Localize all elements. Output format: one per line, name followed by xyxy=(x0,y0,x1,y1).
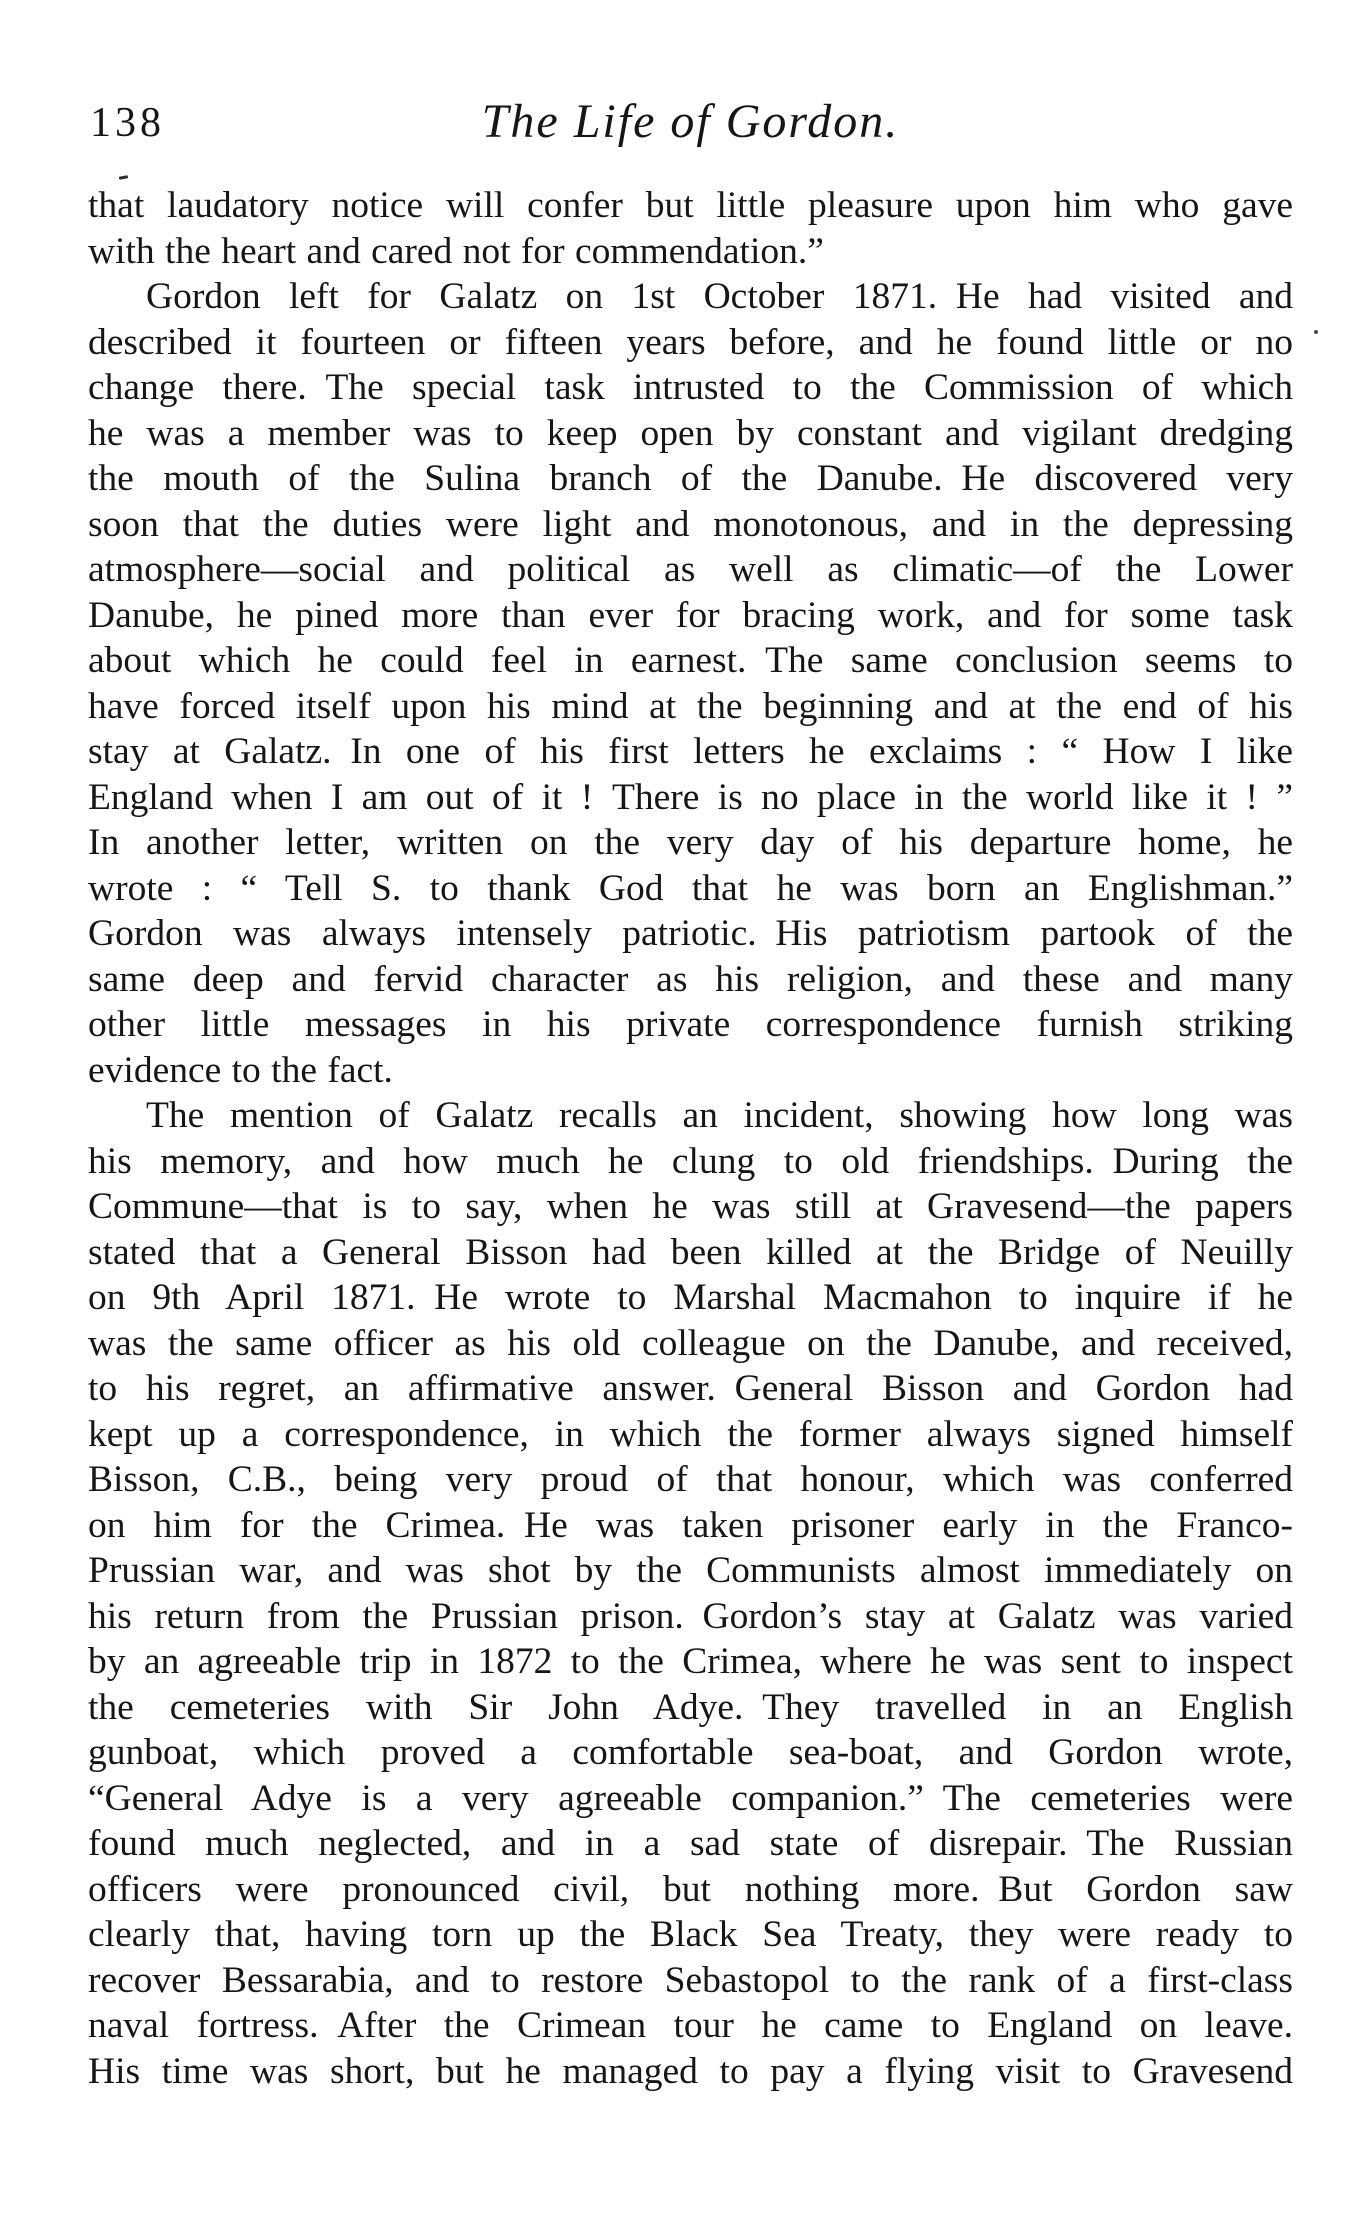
scan-speck xyxy=(1314,330,1318,334)
text-line: by an agreeable trip in 1872 to the Crimea, where he was sent to inspect xyxy=(88,1641,1293,1682)
text-line: was the same officer as his old colleague on the Danube, and received, xyxy=(88,1322,1293,1364)
text-line: naval fortress. After the Crimean tour he came to England on leave. xyxy=(88,2005,1293,2046)
text-line: In another letter, written on the very day of his departure home, he xyxy=(88,822,1293,863)
text-line: described it fourteen or fifteen years before, and he found little or no xyxy=(88,321,1293,363)
text-line: England when I am out of it ! There is no place in the world like it ! ” xyxy=(88,776,1293,818)
text-line: evidence to the fact. xyxy=(88,1049,393,1091)
text-line: Gordon was always intensely patriotic. His patriotism partook of the xyxy=(88,913,1293,954)
paragraph xyxy=(88,1093,1293,2094)
text-line: stay at Galatz. In one of his first letters he exclaims : “ How I like xyxy=(88,731,1293,772)
text-line: soon that the duties were light and monotonous, and in the depressing xyxy=(88,503,1293,545)
text-line: on him for the Crimea. He was taken prisoner early in the Franco- xyxy=(88,1504,1293,1546)
text-line: His time was short, but he managed to pay a flying visit to Gravesend xyxy=(88,2050,1293,2092)
paragraph xyxy=(88,183,1293,274)
text-line: Gordon left for Galatz on 1st October 1871. He had visited and xyxy=(146,276,1293,317)
text-line: he was a member was to keep open by constant and vigilant dredging xyxy=(88,412,1293,454)
text-line: found much neglected, and in a sad state of disrepair. The Russian xyxy=(88,1823,1293,1864)
text-line: the mouth of the Sulina branch of the Danube. He discovered very xyxy=(88,458,1293,499)
text-line: other little messages in his private correspondence furnish striking xyxy=(88,1004,1293,1045)
text-line: to his regret, an affirmative answer. General Bisson and Gordon had xyxy=(88,1368,1293,1409)
text-line: that laudatory notice will confer but little pleasure upon him who gave xyxy=(88,185,1293,226)
text-line: stated that a General Bisson had been killed at the Bridge of Neuilly xyxy=(88,1231,1293,1273)
text-line: about which he could feel in earnest. The same conclusion seems to xyxy=(88,640,1293,681)
text-line: kept up a correspondence, in which the former always signed himself xyxy=(88,1413,1293,1455)
text-line: have forced itself upon his mind at the beginning and at the end of his xyxy=(88,685,1293,727)
text-line: The mention of Galatz recalls an incident, showing how long was xyxy=(146,1095,1293,1136)
text-line: with the heart and cared not for commendation.” xyxy=(88,230,824,272)
page-number: 138 xyxy=(90,100,165,146)
text-line: Bisson, C.B., being very proud of that honour, which was conferred xyxy=(88,1459,1293,1500)
page-body xyxy=(88,183,1293,2094)
text-line: gunboat, which proved a comfortable sea-boat, and Gordon wrote, xyxy=(88,1732,1293,1773)
text-line: clearly that, having torn up the Black Sea Treaty, they were ready to xyxy=(88,1914,1293,1955)
text-line: atmosphere—social and political as well as climatic—of the Lower xyxy=(88,549,1293,590)
text-line: Danube, he pined more than ever for bracing work, and for some task xyxy=(88,594,1293,636)
paragraph xyxy=(88,274,1293,1093)
text-line: recover Bessarabia, and to restore Sebastopol to the rank of a first-class xyxy=(88,1959,1293,2001)
text-line: same deep and fervid character as his religion, and these and many xyxy=(88,958,1293,1000)
text-line: his memory, and how much he clung to old friendships. During the xyxy=(88,1140,1293,1182)
text-line: on 9th April 1871. He wrote to Marshal Macmahon to inquire if he xyxy=(88,1277,1293,1318)
text-line: wrote : “ Tell S. to thank God that he was born an Englishman.” xyxy=(88,867,1293,909)
scan-speck xyxy=(119,175,128,180)
text-line: Commune—that is to say, when he was still at Gravesend—the papers xyxy=(88,1186,1293,1227)
text-line: his return from the Prussian prison. Gordon’s stay at Galatz was varied xyxy=(88,1595,1293,1637)
page-header xyxy=(88,94,1293,158)
text-line: the cemeteries with Sir John Adye. They travelled in an English xyxy=(88,1686,1293,1728)
text-line: officers were pronounced civil, but nothing more. But Gordon saw xyxy=(88,1868,1293,1910)
running-title: The Life of Gordon. xyxy=(481,95,900,148)
text-line: Prussian war, and was shot by the Communists almost immediately on xyxy=(88,1550,1293,1591)
text-line: “General Adye is a very agreeable companion.” The cemeteries were xyxy=(88,1777,1293,1819)
text-line: change there. The special task intrusted to the Commission of which xyxy=(88,367,1293,408)
